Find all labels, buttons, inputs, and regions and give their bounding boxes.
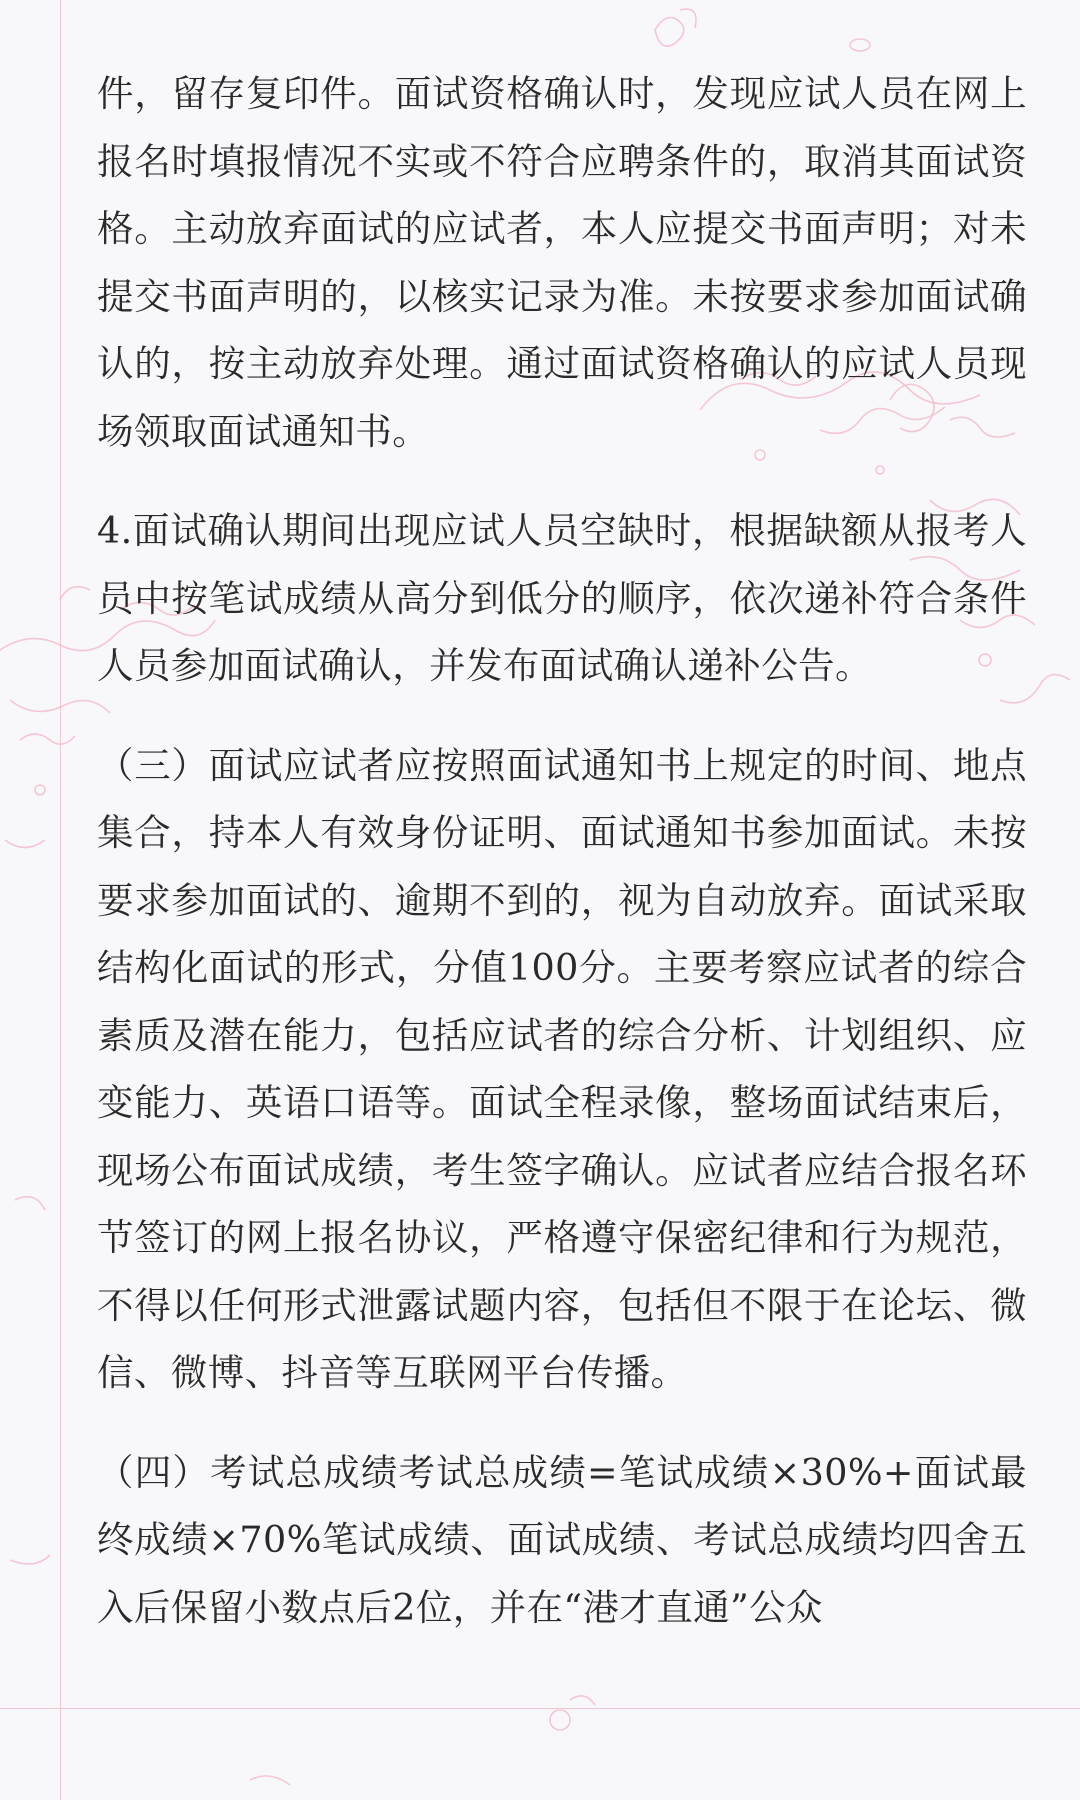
bottom-rule — [0, 1708, 1080, 1709]
margin-rule — [60, 0, 61, 1800]
paragraph-vacancy-replacement: 4.面试确认期间出现应试人员空缺时，根据缺额从报考人员中按笔试成绩从高分到低分的顺序，依次递补符合条件人员参加面试确认，并发布面试确认递补公告。 — [97, 509, 1027, 687]
paragraph-total-score: （四）考试总成绩考试总成绩=笔试成绩×30%+面试最终成绩×70%笔试成绩、面试成绩、考试总成绩均四舍五入后保留小数点后2位，并在“港才直通”公众 — [97, 1450, 1027, 1629]
document-body — [97, 60, 1027, 1641]
paragraph-interview-qualification: 件，留存复印件。面试资格确认时，发现应试人员在网上报名时填报情况不实或不符合应聘条件的，取消其面试资格。主动放弃面试的应试者，本人应提交书面声明；对未提交书面声明的，以核实记录为准。未按要求参加面试确认的，按主动放弃处理。通过面试资格确认的应试人员现场领取面试通知书。 — [97, 72, 1027, 453]
paragraph-interview-rules: （三）面试应试者应按照面试通知书上规定的时间、地点集合，持本人有效身份证明、面试通知书参加面试。未按要求参加面试的、逾期不到的，视为自动放弃。面试采取结构化面试的形式，分值100分。主要考察应试者的综合素质及潜在能力，包括应试者的综合分析、计划组织、应变能力、英语口语等。面试全程录像，整场面试结束后，现场公布面试成绩，考生签字确认。应试者应结合报名环节签订的网上报名协议，严格遵守保密纪律和行为规范，不得以任何形式泄露试题内容，包括但不限于在论坛、微信、微博、抖音等互联网平台传播。 — [97, 743, 1027, 1394]
